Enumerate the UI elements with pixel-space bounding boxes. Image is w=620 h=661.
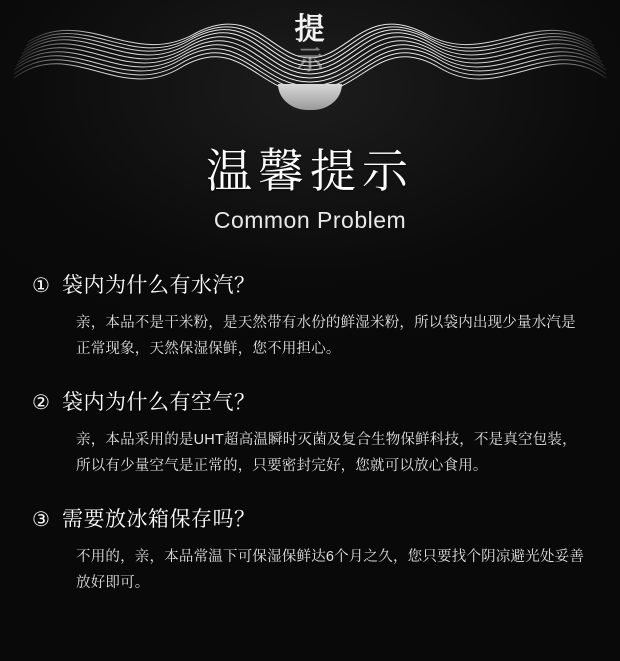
faq-number: ③ [32, 509, 51, 531]
badge-char-bottom: 示 [296, 45, 323, 75]
hero-banner [0, 0, 620, 125]
list-item [32, 388, 590, 479]
list-item [32, 271, 590, 362]
badge-char-top: 提 [294, 13, 326, 46]
list-item [32, 505, 590, 596]
faq-number: ① [32, 275, 51, 297]
faq-question-text: 需要放冰箱保存吗？ [62, 508, 256, 531]
brand-badge [274, 14, 346, 74]
faq-number: ② [32, 392, 51, 414]
page-title: 温馨提示 [206, 145, 414, 197]
faq-answer: 亲，本品采用的是UHT超高温瞬时灭菌及复合生物保鲜科技，不是真空包装，所以有少量空气是正常的，只要密封完好，您就可以放心食用。 [76, 432, 577, 474]
faq-question [32, 271, 590, 301]
faq-answer: 亲，本品不是干米粉，是天然带有水份的鲜湿米粉，所以袋内出现少量水汽是正常现象，天然保湿保鲜，您不用担心。 [76, 315, 576, 357]
faq-question-text: 袋内为什么有水汽？ [62, 274, 256, 297]
page-subtitle: Common Problem [213, 207, 407, 233]
faq-question [32, 505, 590, 535]
faq-answer: 不用的，亲，本品常温下可保湿保鲜达6个月之久，您只要找个阴凉避光处妥善放好即可。 [76, 549, 585, 591]
faq-list [0, 271, 620, 596]
faq-question [32, 388, 590, 418]
title-block [0, 143, 620, 237]
faq-question-text: 袋内为什么有空气？ [62, 391, 256, 414]
